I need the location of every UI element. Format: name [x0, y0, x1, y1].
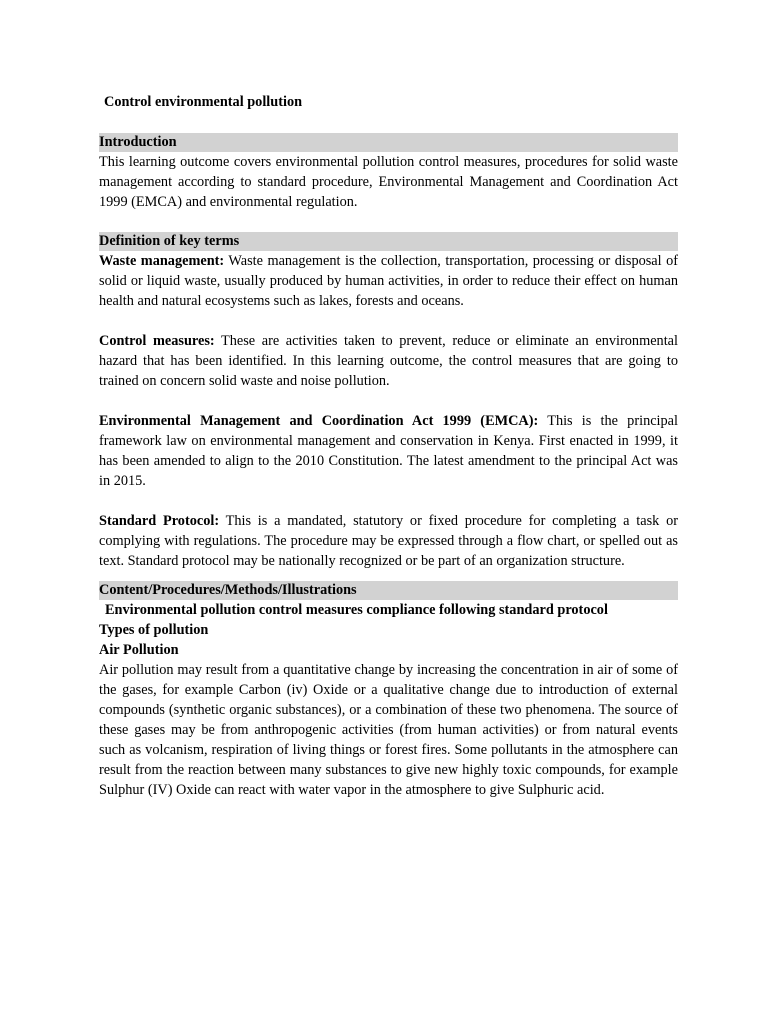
- introduction-heading: Introduction: [99, 133, 678, 152]
- definition-text: These are activities taken to prevent, reduce or eliminate an environmental hazard that has been identified. In this learning outcome, the control measures that are going to trained on concern solid waste and noise pollution.: [99, 333, 678, 389]
- spacer: [99, 212, 678, 232]
- definition-control-measures: [99, 331, 678, 391]
- document-page: [99, 92, 678, 800]
- definition-term: Standard Protocol:: [99, 513, 220, 529]
- definition-waste-management: [99, 251, 678, 311]
- spacer: [99, 391, 678, 411]
- definition-standard-protocol: [99, 511, 678, 571]
- document-title: Control environmental pollution: [104, 94, 303, 110]
- content-subheading: Environmental pollution control measures compliance following standard protocol: [105, 602, 608, 618]
- definition-term: Environmental Management and Coordination Act 1999 (EMCA):: [99, 413, 539, 429]
- types-of-pollution-heading: Types of pollution: [99, 622, 209, 638]
- introduction-text: This learning outcome covers environmental pollution control measures, procedures for solid waste management according to standard procedure, Environmental Management and Coordination Act 1999 (EMCA) and environmental regulation.: [99, 154, 678, 210]
- spacer: [99, 571, 678, 581]
- definition-text: This is a mandated, statutory or fixed procedure for completing a task or complying with regulations. The procedure may be expressed through a flow chart, or spelled out as text. Standard protocol may be nationally recognized or be part of an organization structure.: [99, 513, 679, 569]
- spacer: [99, 311, 678, 331]
- air-pollution-text: Air pollution may result from a quantitative change by increasing the concentration in air of some of the gases, for example Carbon (iv) Oxide or a qualitative change due to introduction of external compounds (synthetic organic substances), or a combination of these two phenomena. The source of these gases may be from anthropogenic activities (from human activities) or from natural events such as volcanism, respiration of living things or forest fires. Some pollutants in the atmosphere can result from the reaction between many substances to give new highly toxic compounds, for example Sulphur (IV) Oxide can react with water vapor in the atmosphere to give Sulphuric acid.: [99, 662, 678, 798]
- definition-text: Waste management is the collection, transportation, processing or disposal of solid or liquid waste, usually produced by human activities, in order to reduce their effect on human health and natural ecosystems such as lakes, forests and oceans.: [99, 253, 679, 309]
- definition-term: Waste management:: [99, 253, 225, 269]
- content-heading: Content/Procedures/Methods/Illustrations: [99, 581, 678, 600]
- definitions-heading: Definition of key terms: [99, 232, 678, 251]
- spacer: [99, 491, 678, 511]
- definition-term: Control measures:: [99, 333, 215, 349]
- definition-text: This is the principal framework law on environmental management and conservation in Kenya. First enacted in 1999, it has been amended to align to the 2010 Constitution. The latest amendment to the principal Act was in 2015.: [99, 413, 678, 489]
- air-pollution-heading: Air Pollution: [99, 642, 179, 658]
- definition-emca: [99, 411, 678, 491]
